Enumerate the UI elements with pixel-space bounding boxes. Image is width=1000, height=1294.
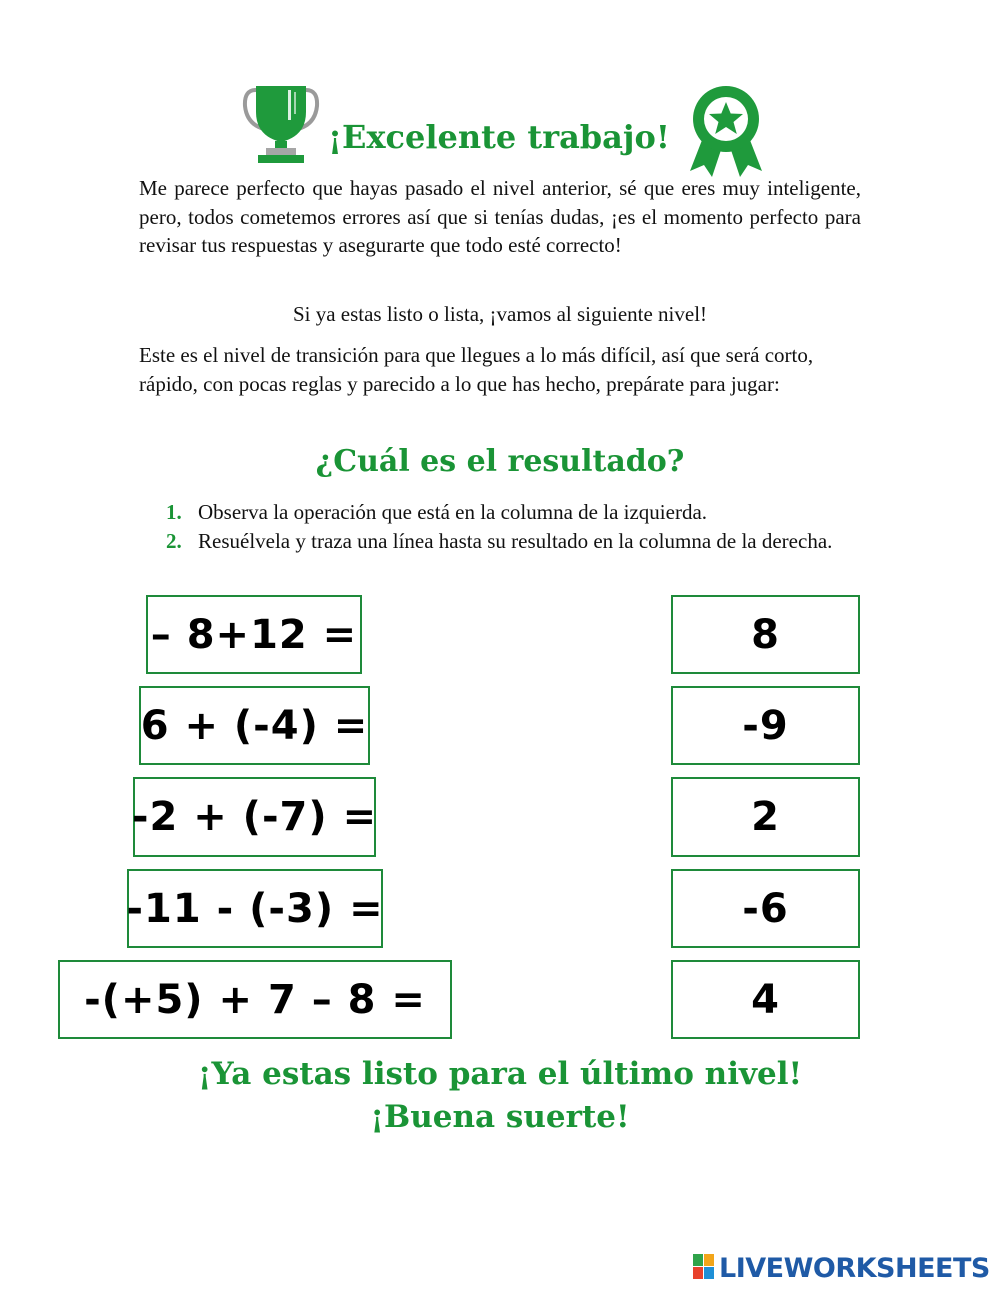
operation-box[interactable]: -11 - (-3) = [127,869,383,948]
activity-title: ¿Cuál es el resultado? [315,444,685,479]
closing-message: ¡Ya estas listo para el último nivel! [197,1056,803,1092]
good-luck-message: ¡Buena suerte! [370,1099,630,1135]
instruction-step [166,498,856,527]
liveworksheets-brand [693,1254,990,1284]
intro-paragraph-2: Si ya estas listo o lista, ¡vamos al siguiente nivel! [292,302,708,326]
step-number: 1. [166,500,182,524]
result-box[interactable]: 2 [671,777,860,857]
operation-box[interactable]: 6 + (-4) = [139,686,370,765]
brand-name: LIVEWORKSHEETS [719,1253,990,1284]
step-text: Resuélvela y traza una línea hasta su resultado en la columna de la derecha. [198,528,833,553]
result-box[interactable]: 8 [671,595,860,674]
operation-box[interactable]: -(+5) + 7 – 8 = [58,960,452,1039]
award-ribbon-icon [686,85,766,177]
step-number: 2. [166,528,182,553]
result-box[interactable]: -9 [671,686,860,765]
intro-paragraph-3: Este es el nivel de transición para que llegues a lo más difícil, así que será corto, rápido, con pocas reglas y parecido a lo que has hecho, prepárate para jugar: [139,343,814,396]
result-box[interactable]: 4 [671,960,860,1039]
instruction-step [166,527,856,556]
instruction-list [166,498,856,555]
result-box[interactable]: -6 [671,869,860,948]
trophy-icon [242,84,320,164]
step-text: Observa la operación que está en la columna de la izquierda. [198,500,708,524]
liveworksheets-logo-icon [693,1254,715,1285]
intro-paragraph-1: Me parece perfecto que hayas pasado el nivel anterior, sé que eres muy inteligente, pero, todos cometemos errores así que si tenías dudas, ¡es el momento perfecto para revisar tus respuestas y asegurarte que todo esté correcto! [139,176,861,257]
operation-box[interactable]: -2 + (-7) = [133,777,376,857]
operation-box[interactable]: – 8+12 = [146,595,362,674]
page-title: ¡Excelente trabajo! [328,118,670,156]
